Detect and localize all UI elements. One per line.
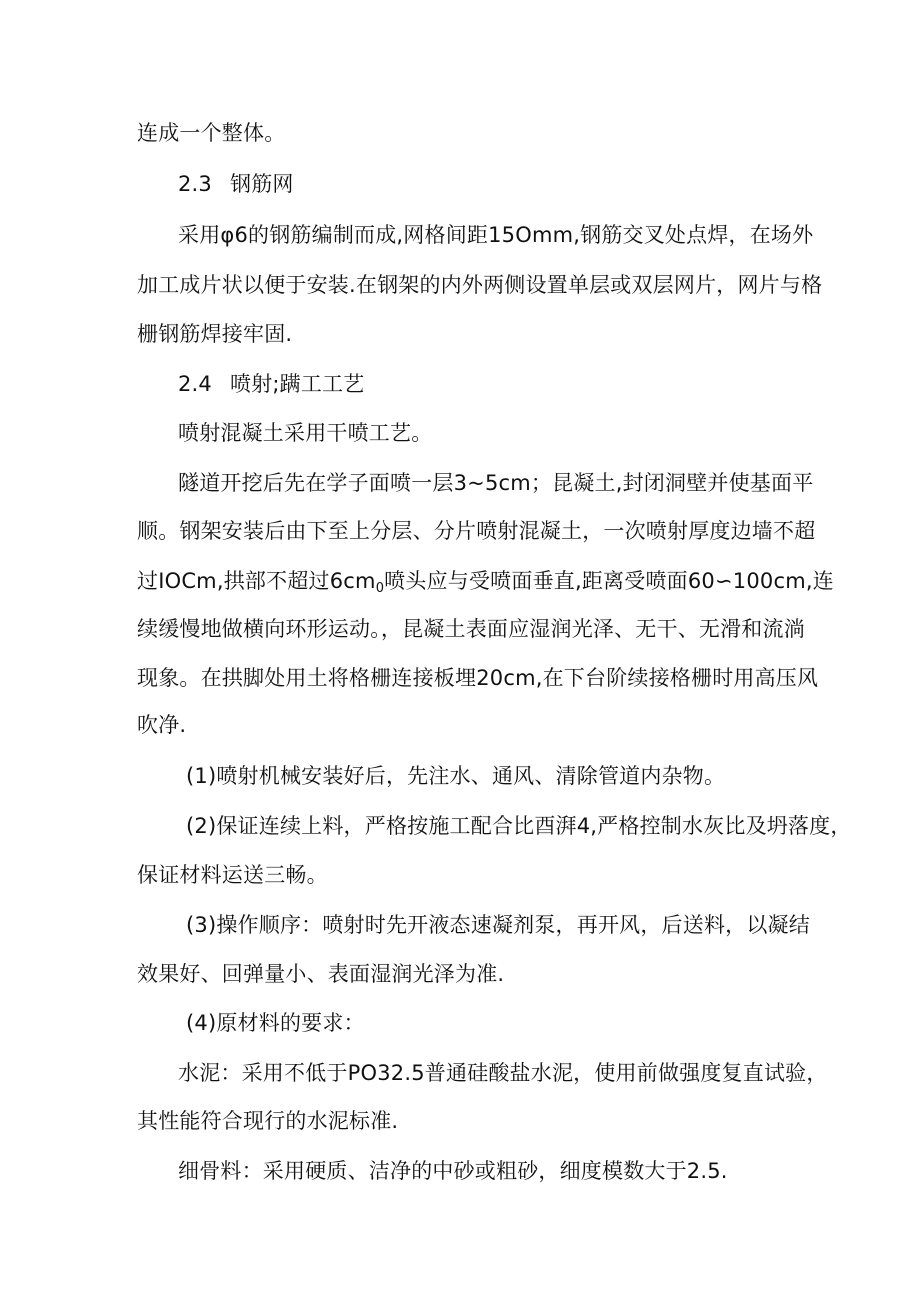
paragraph-line: 保证材料运送三畅。 (137, 863, 328, 887)
list-item: (4)原材料的要求： (186, 1011, 365, 1035)
paragraph-line: 加工成片状以便于安装.在钢架的内外两侧设置单层或双层网片，网片与格 (137, 273, 823, 297)
paragraph-line: 连成一个整体。 (137, 121, 286, 145)
paragraph-line: 顺。钢架安装后由下至上分层、分片喷射混凝土，一次喷射厚度边墙不超 (137, 519, 816, 543)
line-part: 喷头应与受喷面垂直,距离受喷面60∽100cm,连 (384, 569, 834, 593)
section-title: 钢筋网 (230, 172, 294, 196)
list-item: (3)操作顺序：喷射时先开液态速凝剂泵，再开风，后送料，以凝结 (186, 913, 810, 937)
paragraph-line: 喷射混凝土采用干喷工艺。 (178, 421, 433, 445)
paragraph-line: 水泥：采用不低于PO32.5普通硅酸盐水泥，使用前做强度复直试验， (178, 1061, 828, 1085)
paragraph-line: 栅钢筋焊接牢固. (137, 322, 293, 346)
paragraph-line: 隧道开挖后先在学子面喷一层3~5cm；昆凝土,封闭洞壁并使基面平 (178, 471, 814, 495)
paragraph-line: 现象。在拱脚处用土将格栅连接板埋20cm,在下台阶续接格栅时用高压风 (137, 666, 819, 690)
paragraph-line: 采用φ6的钢筋编制而成,网格间距15Omm,钢筋交叉处点焊，在场外 (178, 223, 814, 247)
subscript: 0 (375, 581, 385, 596)
paragraph-line: 细骨料：采用硬质、洁净的中砂或粗砂，细度模数大于2.5. (178, 1159, 728, 1183)
line-part: 过IOCm,拱部不超过6cm (137, 569, 376, 593)
section-heading-2-3 (178, 169, 294, 199)
section-heading-2-4 (178, 369, 364, 399)
list-item: (2)保证连续上料，严格按施工配合比酉湃4,严格控制水灰比及坍落度， (186, 814, 852, 838)
paragraph-line: 续缓慢地做横向环形运动。，昆凝土表面应湿润光泽、无干、无滑和流淌 (137, 617, 805, 641)
paragraph-line: 效果好、回弹量小、表面湿润光泽为准. (137, 962, 505, 986)
paragraph-line (137, 566, 834, 596)
section-number: 2.3 (178, 172, 212, 196)
list-item: (1)喷射机械安装好后，先注水、通风、清除管道内杂物。 (186, 764, 726, 788)
paragraph-line: 吹净. (137, 713, 187, 737)
section-title: 喷射;蹒工工艺 (230, 372, 365, 396)
section-number: 2.4 (178, 372, 212, 396)
paragraph-line: 其性能符合现行的水泥标准. (137, 1109, 399, 1133)
